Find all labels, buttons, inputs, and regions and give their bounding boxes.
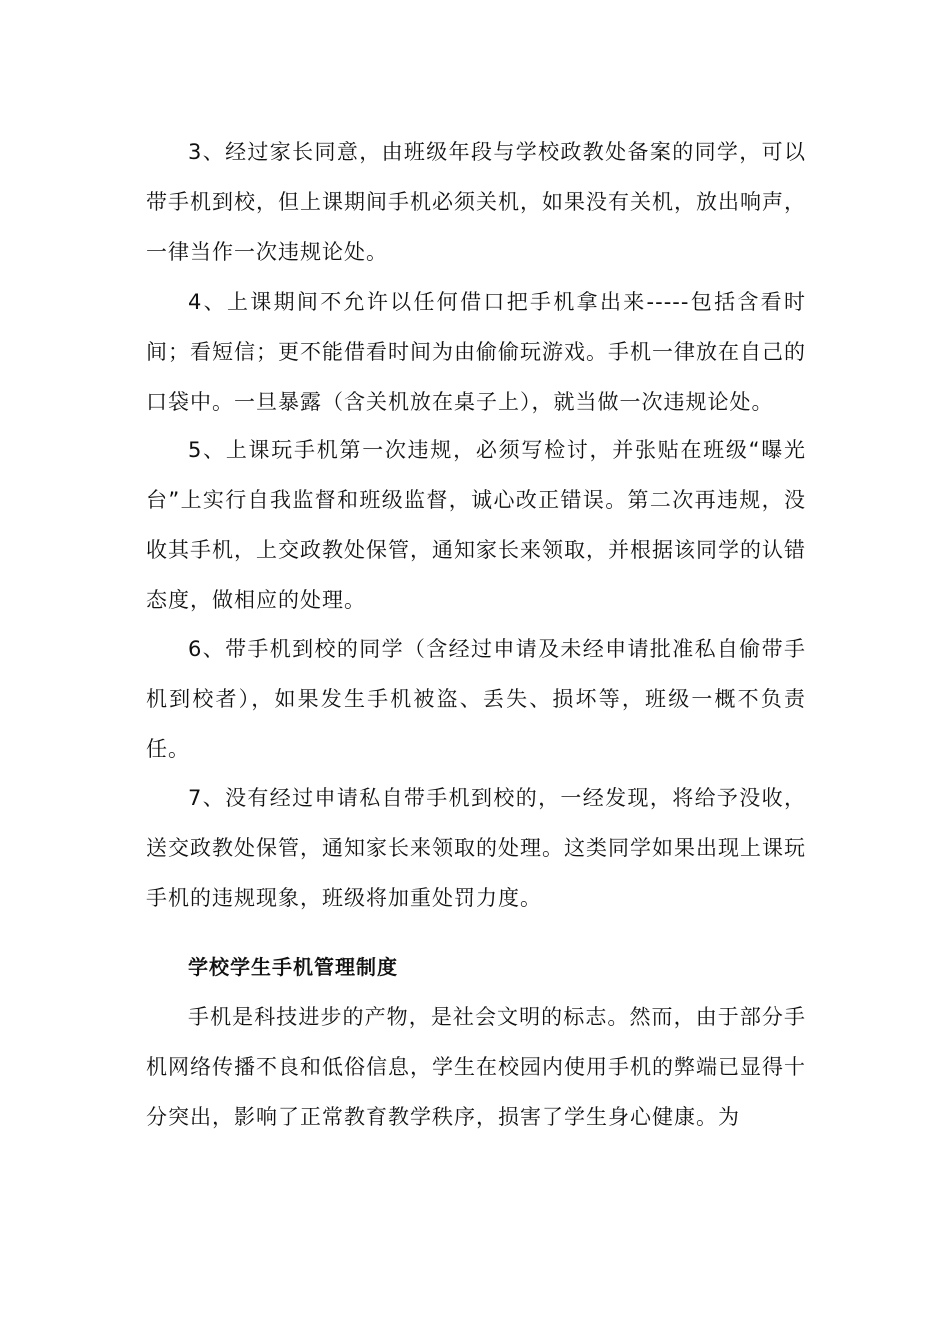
section-heading: 学校学生手机管理制度: [188, 955, 398, 979]
intro-paragraph: 手机是科技进步的产物，是社会文明的标志。然而，由于部分手机网络传播不良和低俗信息，学生在校园内使用手机的弊端已显得十分突出，影响了正常教育教学秩序，损害了学生身心健康。为: [146, 1005, 806, 1129]
rule-paragraph-7: 7、没有经过申请私自带手机到校的，一经发现，将给予没收，送交政教处保管，通知家长来领取的处理。这类同学如果出现上课玩手机的违规现象，班级将加重处罚力度。: [146, 786, 806, 910]
rule-paragraph-3: 3、经过家长同意，由班级年段与学校政教处备案的同学，可以带手机到校，但上课期间手机必须关机，如果没有关机，放出响声，一律当作一次违规论处。: [146, 140, 806, 264]
rule-paragraph-5: 5、上课玩手机第一次违规，必须写检讨，并张贴在班级“曝光台”上实行自我监督和班级监督，诚心改正错误。第二次再违规，没收其手机，上交政教处保管，通知家长来领取，并根据该同学的认错态度，做相应的处理。: [146, 438, 806, 612]
rule-paragraph-4: 4、上课期间不允许以任何借口把手机拿出来-----包括含看时间；看短信；更不能借看时间为由偷偷玩游戏。手机一律放在自己的口袋中。一旦暴露（含关机放在桌子上），就当做一次违规论处。: [146, 290, 806, 414]
rule-paragraph-6: 6、带手机到校的同学（含经过申请及未经申请批准私自偷带手机到校者），如果发生手机被盗、丢失、损坏等，班级一概不负责任。: [146, 637, 806, 761]
